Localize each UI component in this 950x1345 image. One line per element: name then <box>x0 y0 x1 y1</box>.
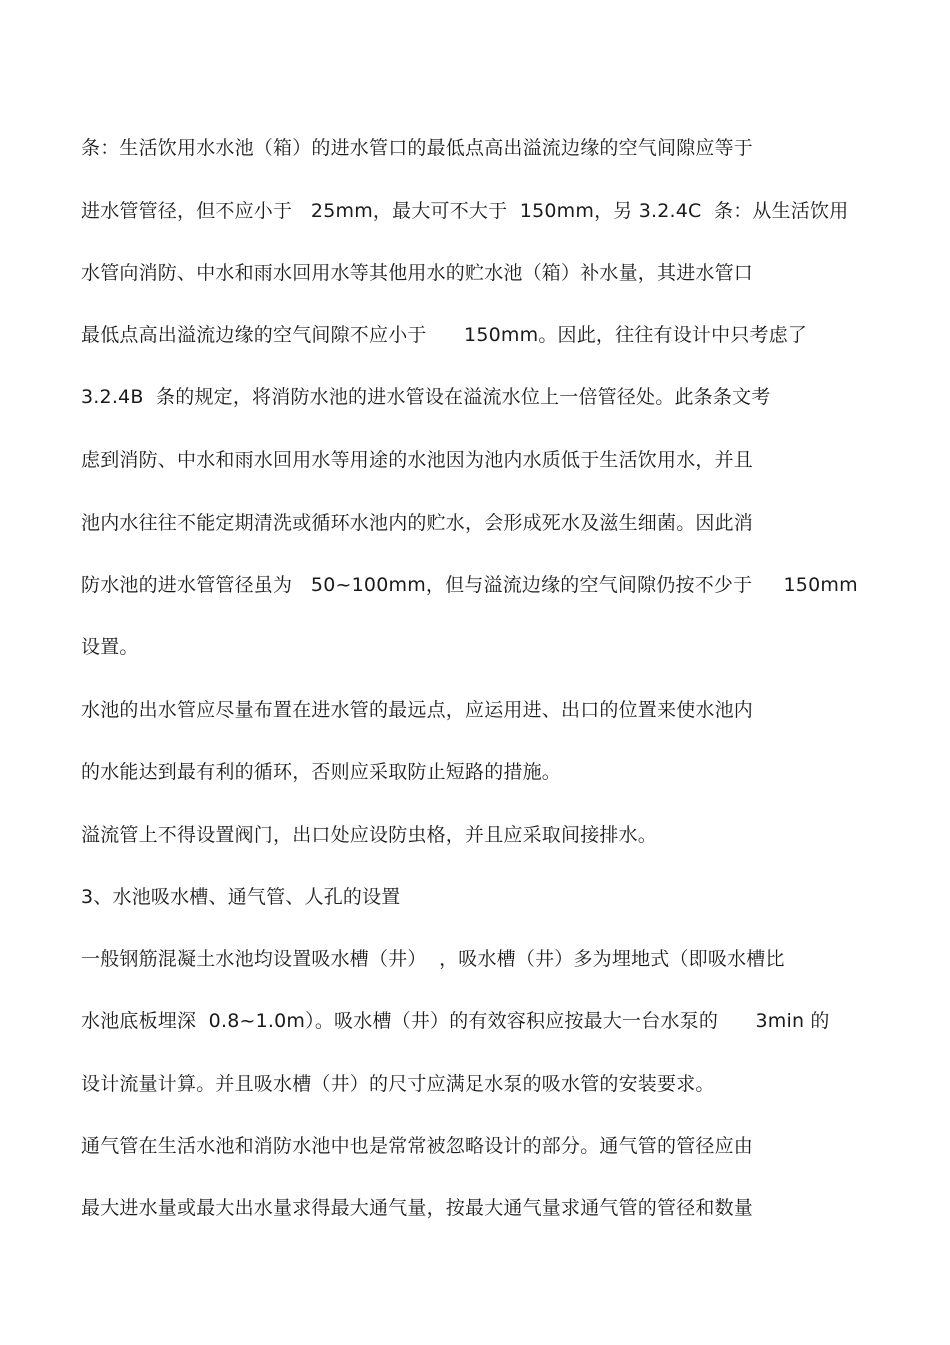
text-line: 通气管在生活水池和消防水池中也是常常被忽略设计的部分。通气管的管径应由 <box>81 1135 754 1157</box>
text-line: 设置。 <box>81 636 139 658</box>
text-line: 条：生活饮用水水池（箱）的进水管口的最低点高出溢流边缘的空气间隙应等于 <box>81 137 754 159</box>
text-line: 防水池的进水管管径虽为 50~100mm，但与溢流边缘的空气间隙仍按不少于 150mm <box>81 574 858 596</box>
text-line: 水池底板埋深 0.8~1.0m）。吸水槽（井）的有效容积应按最大一台水泵的 3min 的 <box>81 1010 830 1032</box>
text-line: 水池的出水管应尽量布置在进水管的最远点，应运用进、出口的位置来使水池内 <box>81 699 754 721</box>
text-line: 3.2.4B 条的规定，将消防水池的进水管设在溢流水位上一倍管径处。此条条文考 <box>81 386 771 408</box>
text-line: 水管向消防、中水和雨水回用水等其他用水的贮水池（箱）补水量，其进水管口 <box>81 262 754 284</box>
text-line: 一般钢筋混凝土水池均设置吸水槽（井） ，吸水槽（井）多为埋地式（即吸水槽比 <box>81 948 785 970</box>
section-heading: 3、水池吸水槽、通气管、人孔的设置 <box>81 886 401 908</box>
text-line: 的水能达到最有利的循环，否则应采取防止短路的措施。 <box>81 761 562 783</box>
text-line: 池内水往往不能定期清洗或循环水池内的贮水，会形成死水及滋生细菌。因此消 <box>81 512 754 534</box>
text-line: 进水管管径，但不应小于 25mm，最大可不大于 150mm，另 3.2.4C 条：从生活饮用 <box>81 200 849 222</box>
text-line: 虑到消防、中水和雨水回用水等用途的水池因为池内水质低于生活饮用水，并且 <box>81 449 754 471</box>
text-line: 最低点高出溢流边缘的空气间隙不应小于 150mm。因此，往往有设计中只考虑了 <box>81 324 808 346</box>
text-line: 溢流管上不得设置阀门，出口处应设防虫格，并且应采取间接排水。 <box>81 824 658 846</box>
text-line: 最大进水量或最大出水量求得最大通气量，按最大通气量求通气管的管径和数量 <box>81 1197 754 1219</box>
text-line: 设计流量计算。并且吸水槽（井）的尺寸应满足水泵的吸水管的安装要求。 <box>81 1073 715 1095</box>
